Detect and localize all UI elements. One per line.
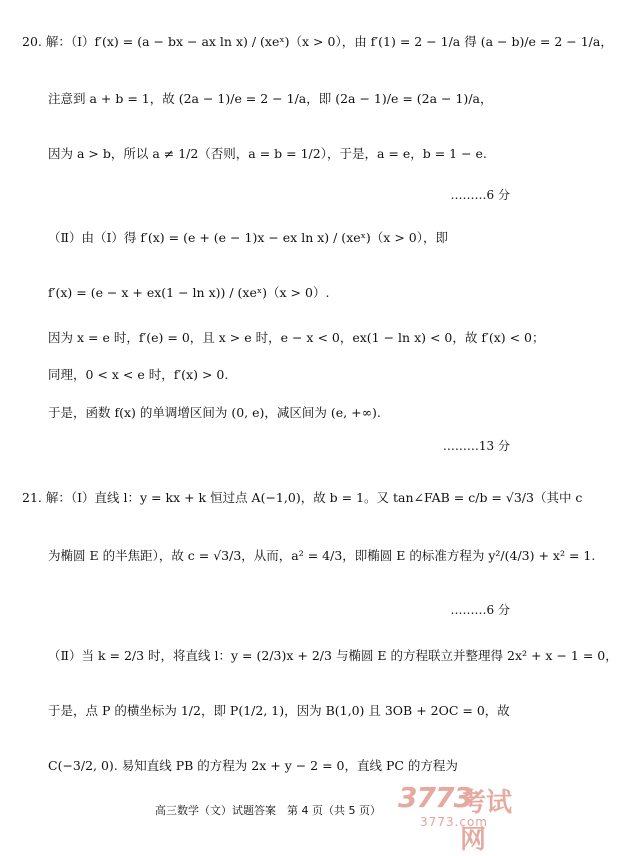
solution-line: 因为 x = e 时，f′(e) = 0，且 x > e 时，e − x < 0，ex(1 − ln x) < 0，故 f′(x) < 0；: [48, 330, 545, 345]
solution-line: 21. 解：（Ⅰ）直线 l：y = kx + k 恒过点 A(−1,0)，故 b = 1。又 tan∠FAB = c/b = √3/3（其中 c: [22, 490, 583, 505]
page-footer: 高三数学（文）试题答案 第 4 页（共 5 页）: [155, 804, 381, 817]
solution-line: C(−3/2, 0). 易知直线 PB 的方程为 2x + y − 2 = 0，直线 PC 的方程为: [48, 758, 458, 773]
solution-line: f′(x) = (e − x + ex(1 − ln x)) / (xeˣ)（x > 0）.: [48, 285, 330, 300]
score-marker: ………13 分: [442, 439, 510, 453]
solution-line: 20. 解：（Ⅰ）f′(x) = (a − bx − ax ln x) / (xeˣ)（x > 0），由 f′(1) = 2 − 1/a 得 (a − b)/e = 2 − 1/a，: [22, 34, 613, 49]
solution-line: 同理，0 < x < e 时，f′(x) > 0.: [48, 367, 229, 382]
watermark-number: 3773: [398, 781, 472, 814]
solution-line: （Ⅱ）当 k = 2/3 时，将直线 l：y = (2/3)x + 2/3 与椭圆 E 的方程联立并整理得 2x² + x − 1 = 0，: [48, 648, 618, 663]
solution-line: 于是，函数 f(x) 的单调增区间为 (0, e)，减区间为 (e, +∞).: [48, 405, 381, 420]
watermark-url: 3773.com: [420, 815, 488, 829]
solution-line: 注意到 a + b = 1，故 (2a − 1)/e = 2 − 1/a，即 (2a − 1)/e = (2a − 1)/a，: [48, 91, 493, 106]
score-marker: ………6 分: [450, 188, 510, 202]
solution-line: 于是，点 P 的横坐标为 1/2，即 P(1/2, 1)，因为 B(1,0) 且 3OB + 2OC = 0，故: [48, 703, 510, 718]
solution-line: 为椭圆 E 的半焦距），故 c = √3/3，从而，a² = 4/3，即椭圆 E 的标准方程为 y²/(4/3) + x² = 1.: [48, 548, 596, 563]
solution-line: （Ⅱ）由（Ⅰ）得 f′(x) = (e + (e − 1)x − ex ln x) / (xeˣ)（x > 0），即: [48, 230, 448, 245]
score-marker: ………6 分: [450, 603, 510, 617]
solution-line: 因为 a > b，所以 a ≠ 1/2（否则，a = b = 1/2），于是，a = e，b = 1 − e.: [48, 146, 487, 161]
watermark-name: 考试网: [460, 788, 513, 855]
